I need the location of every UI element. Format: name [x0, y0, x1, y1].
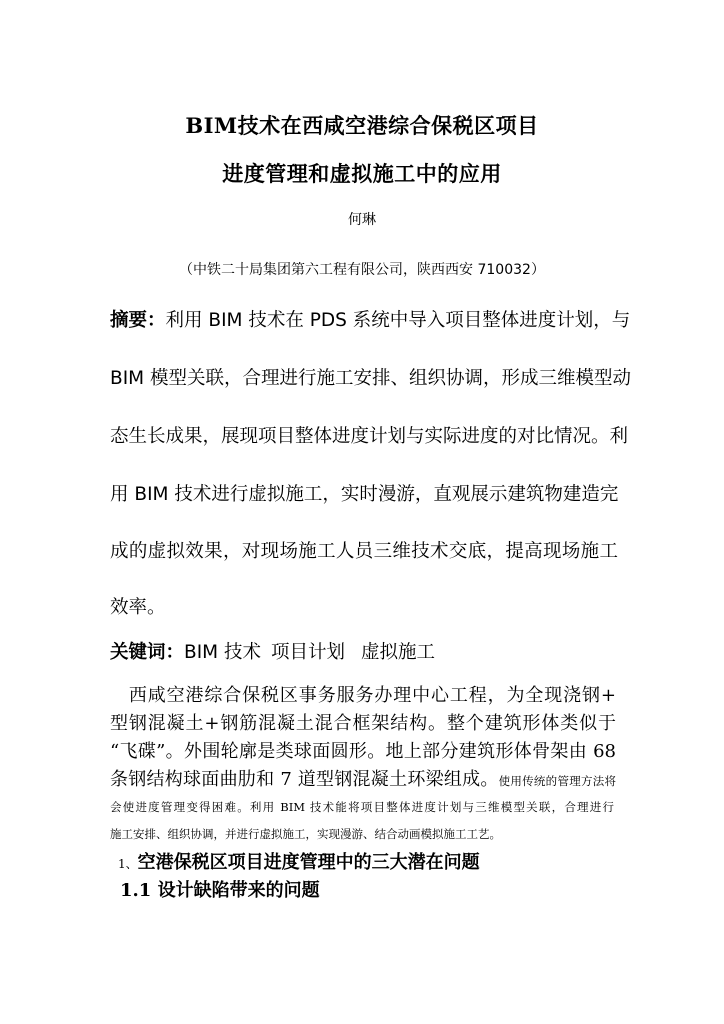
keyword-item: 项目计划	[271, 642, 346, 663]
abstract-line-2: BIM 模型关联，合理进行施工安排、组织协调，形成三维模型动	[110, 368, 631, 389]
section-title: 空港保税区项目进度管理中的三大潜在问题	[137, 852, 480, 873]
body-line-4-small: 使用传统的管理方法将	[498, 774, 616, 788]
section-number: 1、	[118, 857, 138, 871]
abstract-label: 摘要：	[110, 310, 166, 331]
body-line-4-text: 条钢结构球面曲肋和 7 道型钢混凝土环梁组成。	[110, 769, 499, 790]
paper-title-line-2: 进度管理和虚拟施工中的应用	[222, 161, 502, 186]
author-name: 何琳	[348, 212, 376, 228]
body-small-line-2: 施工安排、组织协调，并进行虚拟施工，实现漫游、结合动画模拟施工工艺。	[110, 827, 501, 841]
body-line-1: 西咸空港综合保税区事务服务办理中心工程，为全现浇钢+	[110, 685, 616, 706]
body-line-3: “飞碟”。外围轮廓是类球面圆形。地上部分建筑形体骨架由 68	[110, 741, 616, 762]
abstract-line-1	[110, 306, 631, 332]
body-line-2: 型钢混凝土+钢筋混凝土混合框架结构。整个建筑形体类似于	[110, 713, 616, 734]
abstract-line-5: 成的虚拟效果，对现场施工人员三维技术交底，提高现场施工	[110, 541, 618, 562]
abstract-line-3: 态生长成果，展现项目整体进度计划与实际进度的对比情况。利	[110, 426, 629, 447]
section-heading-1	[118, 848, 480, 874]
keyword-item: BIM 技术	[184, 642, 262, 663]
subsection-heading-1-1: 1.1 设计缺陷带来的问题	[120, 880, 320, 901]
keywords-label: 关键词：	[110, 642, 185, 663]
body-small-line-1: 会使进度管理变得困难。利用 BIM 技术能将项目整体进度计划与三维模型关联，合理进行	[110, 800, 614, 814]
keyword-item: 虚拟施工	[361, 642, 436, 663]
paper-title-line-1: BIM技术在西咸空港综合保税区项目	[185, 113, 539, 138]
author-affiliation: （中铁二十局集团第六工程有限公司，陕西西安 710032）	[179, 262, 545, 278]
abstract-line-4: 用 BIM 技术进行虚拟施工，实时漫游，直观展示建筑物建造完	[110, 484, 619, 505]
keywords	[110, 638, 435, 664]
body-line-4	[110, 765, 616, 791]
abstract-text: 利用 BIM 技术在 PDS 系统中导入项目整体进度计划，与	[165, 310, 631, 331]
abstract-line-6: 效率。	[110, 597, 166, 618]
